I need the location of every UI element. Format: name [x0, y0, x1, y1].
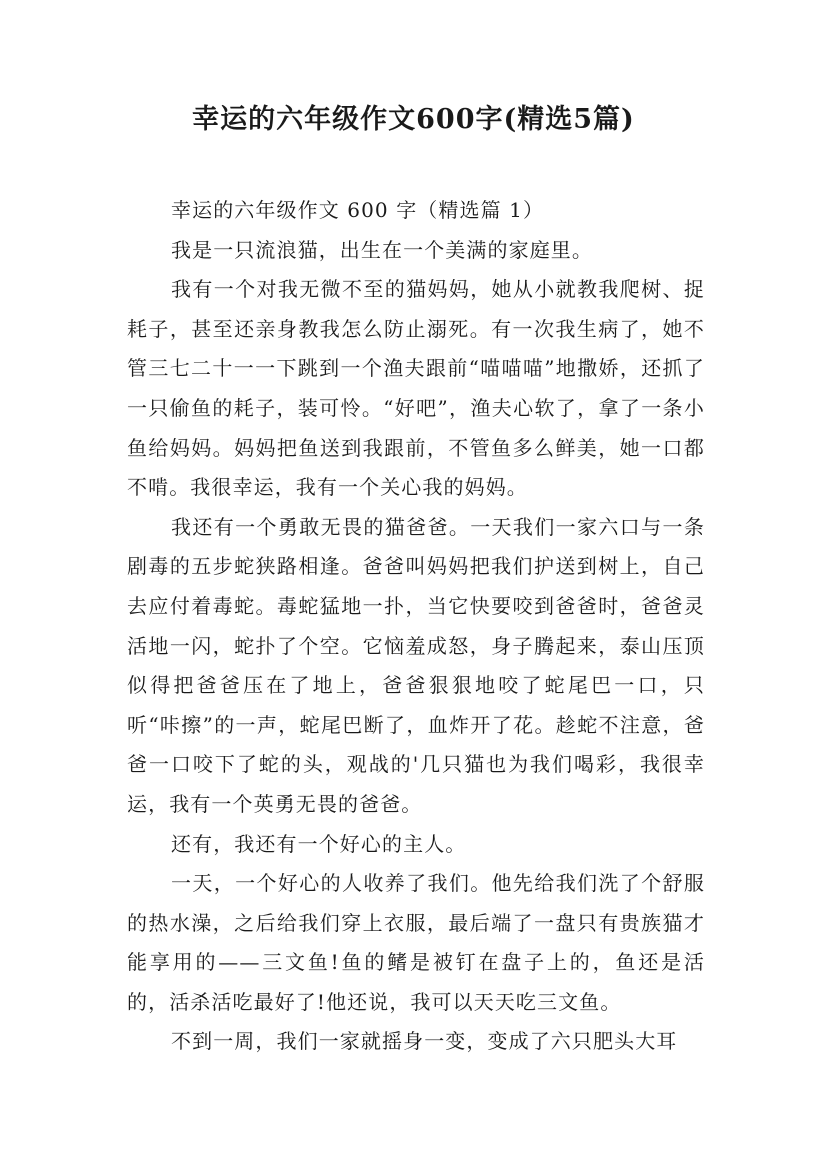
document-body: [127, 191, 705, 1062]
paragraph: 我还有一个勇敢无畏的猫爸爸。一天我们一家六口与一条剧毒的五步蛇狭路相逢。爸爸叫妈妈把我们护送到树上，自己去应付着毒蛇。毒蛇猛地一扑，当它快要咬到爸爸时，爸爸灵活地一闪，蛇扑了个空。它恼羞成怒，身子腾起来，泰山压顶似得把爸爸压在了地上，爸爸狠狠地咬了蛇尾巴一口，只听“咔擦”的一声，蛇尾巴断了，血炸开了花。趁蛇不注意，爸爸一口咬下了蛇的头，观战的'几只猫也为我们喝彩，我很幸运，我有一个英勇无畏的爸爸。: [127, 514, 705, 816]
paragraph: 一天，一个好心的人收养了我们。他先给我们洗了个舒服的热水澡，之后给我们穿上衣服，最后端了一盘只有贵族猫才能享用的——三文鱼!鱼的鳍是被钉在盘子上的，鱼还是活的，活杀活吃最好了!他还说，我可以天天吃三文鱼。: [127, 871, 705, 1014]
paragraph: 我有一个对我无微不至的猫妈妈，她从小就教我爬树、捉耗子，甚至还亲身教我怎么防止溺死。有一次我生病了，她不管三七二十一一下跳到一个渔夫跟前“喵喵喵”地撒娇，还抓了一只偷鱼的耗子，装可怜。“好吧”，渔夫心软了，拿了一条小鱼给妈妈。妈妈把鱼送到我跟前，不管鱼多么鲜美，她一口都不啃。我很幸运，我有一个关心我的妈妈。: [127, 277, 705, 500]
paragraph: 不到一周，我们一家就摇身一变，变成了六只肥头大耳: [171, 1029, 678, 1054]
paragraph: 我是一只流浪猫，出生在一个美满的家庭里。: [171, 237, 593, 262]
section-heading: 幸运的六年级作文 600 字（精选篇 1）: [171, 198, 545, 222]
document-title: 幸运的六年级作文600字(精选5篇): [192, 104, 635, 135]
paragraph: 还有，我还有一个好心的主人。: [171, 831, 467, 856]
